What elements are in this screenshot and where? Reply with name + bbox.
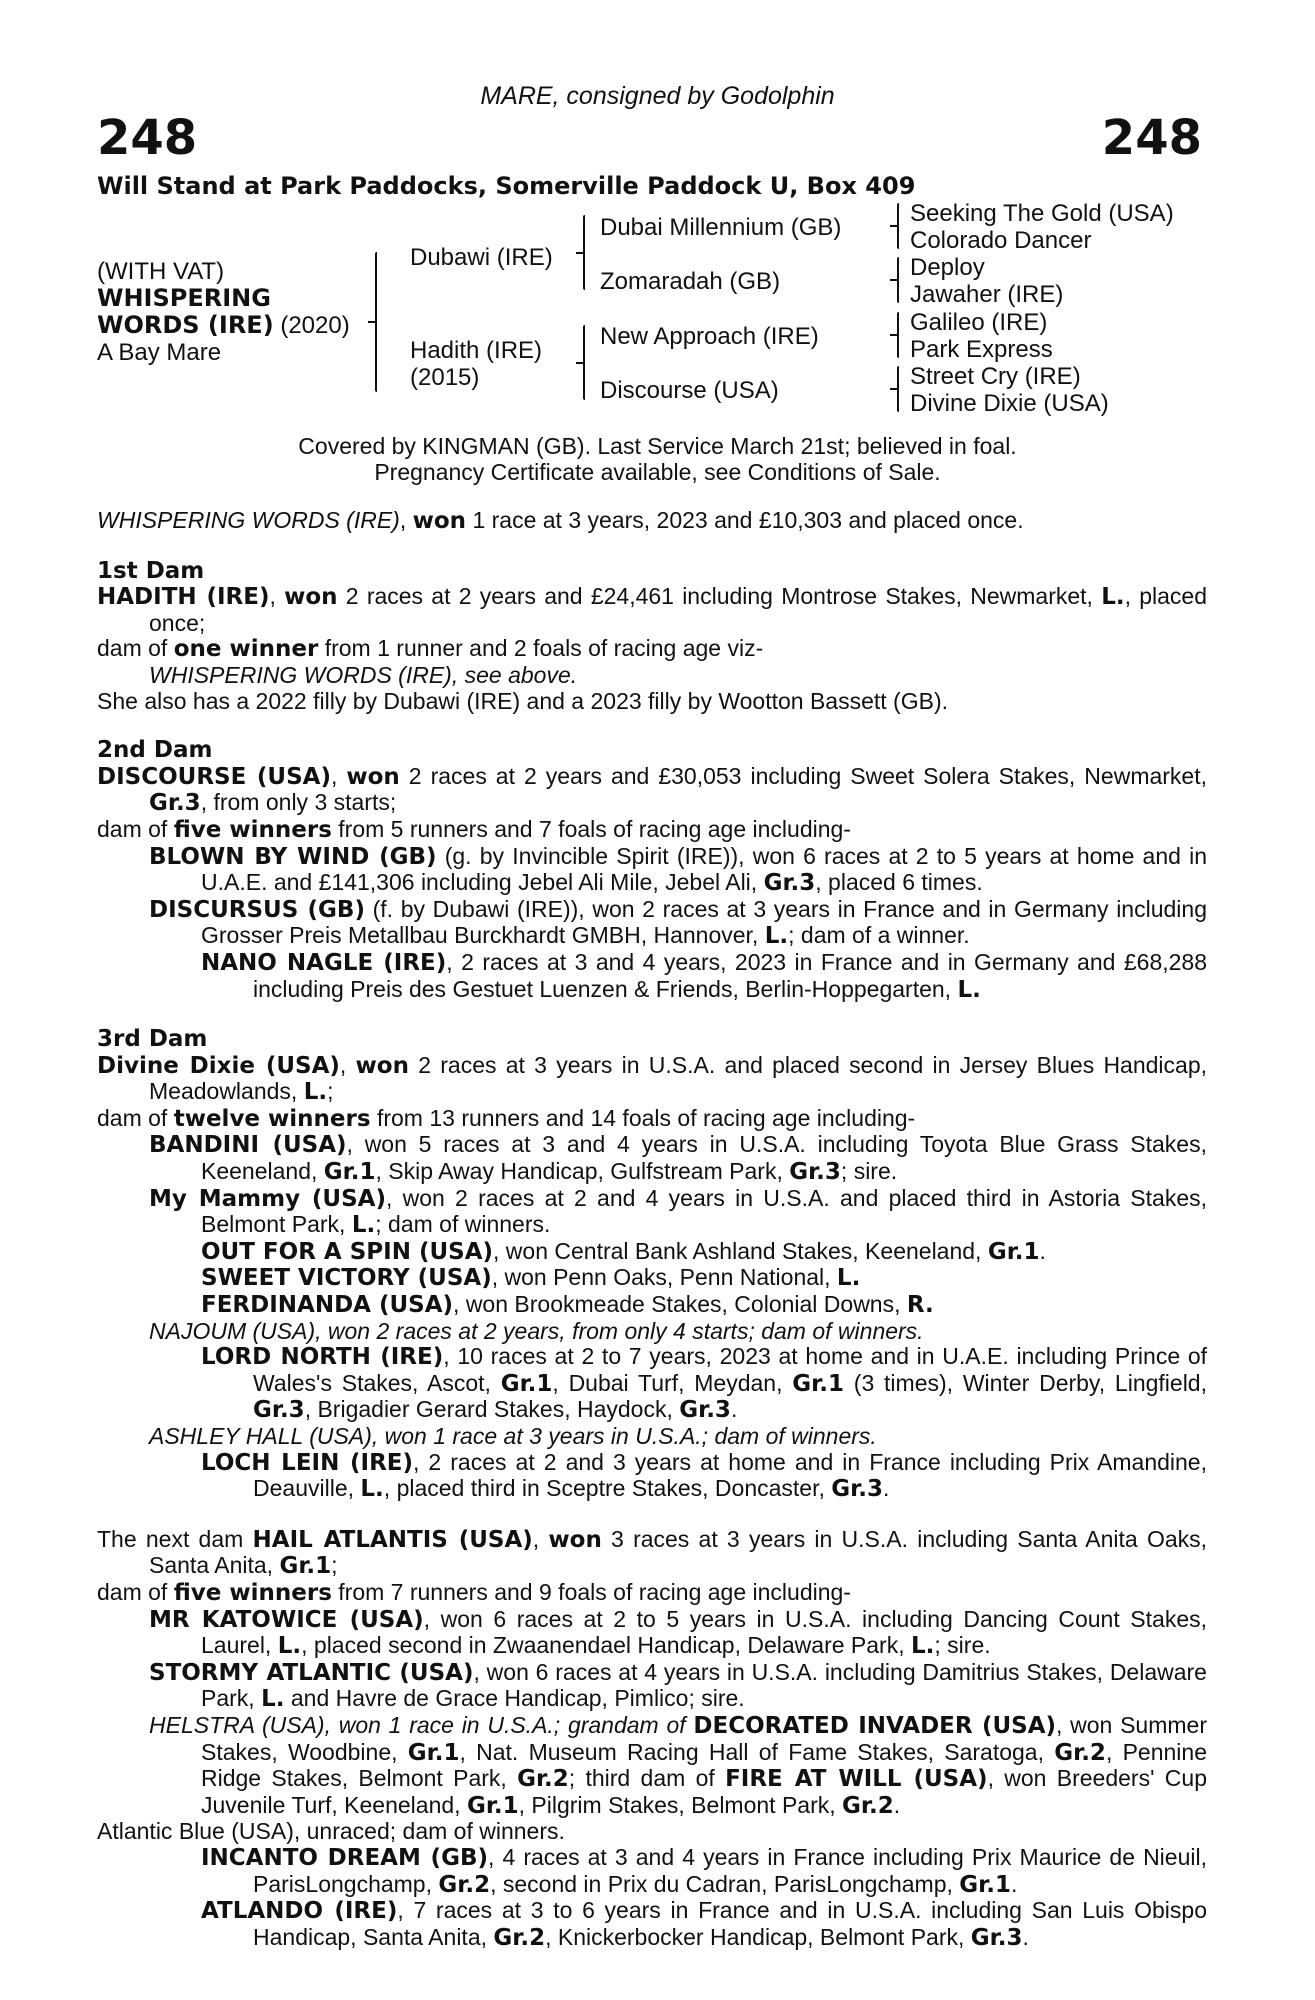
dam4-p3-name1: DECORATED INVADER (USA) <box>693 1712 1057 1739</box>
summary-name: WHISPERING WORDS (IRE) <box>97 507 400 533</box>
dam1-damof-bold: one winner <box>173 636 319 663</box>
dam4-won: won <box>548 1526 602 1553</box>
pedigree-brace-ds <box>897 312 899 358</box>
pedigree-dam-dam: Discourse (USA) <box>600 377 779 404</box>
dam3-p2c2-a: , won Penn Oaks, Penn National, <box>491 1264 837 1291</box>
dam3-p2-name: My Mammy (USA) <box>149 1185 386 1212</box>
dam1-text1: 2 races at 2 years and £24,461 including Montrose Stakes, Newmarket, <box>337 583 1102 610</box>
dam3-name: Divine Dixie (USA) <box>97 1052 340 1079</box>
dam4-record <box>97 1527 1207 1580</box>
dam3-p2c1-a: , won Central Bank Ashland Stakes, Keeneland, <box>493 1237 988 1264</box>
dam4-name: HAIL ATLANTIS (USA) <box>252 1526 533 1553</box>
dam4-p1-grade1: L. <box>277 1633 302 1660</box>
dam3-progeny-1 <box>149 1132 1207 1185</box>
dam1-record: HADITH (IRE), won 2 races at 2 years and £24,461 including Montrose Stakes, Newmarket, L., placed once; <box>97 583 1207 636</box>
dam2-damof-post: from 5 runners and 7 foals of racing age including- <box>331 815 851 842</box>
dam1-text2: , placed once; <box>149 583 1207 636</box>
dam3-p1-c: ; sire. <box>840 1158 898 1185</box>
dam4-p4c2-b: , Knickerbocker Handicap, Belmont Park, <box>545 1923 971 1950</box>
pedigree-dam-sire: New Approach (IRE) <box>600 323 819 350</box>
dam2-damof-pre: dam of <box>97 815 174 842</box>
dam4-p4c1-name: INCANTO DREAM (GB) <box>201 1844 488 1871</box>
dam1-name: HADITH (IRE) <box>97 584 270 611</box>
dam4-progeny-4-child-2 <box>201 1898 1207 1951</box>
dam4-p1-a: , won 6 races at 2 to 5 years in U.S.A. including Dancing Count Stakes, Laurel, <box>201 1605 1207 1659</box>
pedigree-ssd: Colorado Dancer <box>910 227 1092 254</box>
dam3-progeny-3: NAJOUM (USA), won 2 races at 2 years, from only 4 starts; dam of winners. <box>149 1317 924 1344</box>
dam2-p1-b: , placed 6 times. <box>815 869 983 896</box>
dam3-p3c1-grade3: Gr.3 <box>253 1397 305 1424</box>
dam4-p4c2-grade2: Gr.3 <box>970 1924 1023 1951</box>
dam4-p3-grade4: Gr.1 <box>466 1792 519 1819</box>
dam4-p1-name: MR KATOWICE (USA) <box>149 1606 424 1633</box>
dam4-p2-b: and Havre de Grace Handicap, Pimlico; sire. <box>284 1685 745 1712</box>
dam4-p3-f: , won Breeders' Cup Juvenile Turf, Keeneland, <box>201 1765 1207 1818</box>
dam2-won: won <box>346 763 400 790</box>
dam4-p2-grade: L. <box>261 1686 285 1713</box>
dam4-damof-post: from 7 runners and 9 foals of racing age including- <box>331 1578 851 1605</box>
dam2-text2: , from only 3 starts; <box>200 789 397 816</box>
pedigree-sss: Seeking The Gold (USA) <box>910 200 1174 227</box>
catalogue-body <box>97 508 1207 1951</box>
summary-text: 1 race at 3 years, 2023 and £10,303 and placed once. <box>466 507 1024 533</box>
covered-line1: Covered by KINGMAN (GB). Last Service March 21st; believed in foal. <box>298 433 1017 459</box>
pedigree-dds: Street Cry (IRE) <box>910 363 1081 390</box>
dam2-p1-grade: Gr.3 <box>763 870 816 897</box>
dam1-progeny-text: , see above. <box>451 661 578 688</box>
dam3-p3c1-c: (3 times), Winter Derby, Lingfield, <box>843 1369 1207 1396</box>
dam3-damof-post: from 13 runners and 14 foals of racing age including- <box>370 1104 916 1131</box>
dam1-also: She also has a 2022 filly by Dubawi (IRE) and a 2023 filly by Wootton Bassett (GB). <box>97 687 948 714</box>
dam3-p3c1-e: . <box>730 1396 738 1423</box>
dam3-damof-bold: twelve winners <box>173 1105 371 1132</box>
summary-won: won <box>412 508 467 534</box>
dam3-p1-a: , won 5 races at 3 and 4 years in U.S.A. including Toyota Blue Grass Stakes, Keeneland, <box>201 1131 1207 1185</box>
dam4-p1-c: ; sire. <box>934 1632 991 1659</box>
dam4-p3-i: . <box>893 1791 901 1818</box>
dam3-p3c1-a: , 10 races at 2 to 7 years, 2023 at home and in U.A.E. including Prince of Wales's Stakes, Ascot, <box>253 1343 1207 1396</box>
vat-note: (WITH VAT) <box>97 258 225 285</box>
subject-name-line2 <box>97 312 350 339</box>
pedigree-dss: Galileo (IRE) <box>910 309 1048 336</box>
dam2-p2-a: (f. by Dubawi (IRE)), won 2 races at 3 years in France and in Germany including Grosser Preis Metallbau Burckhardt GMBH, Hannover, <box>201 895 1207 949</box>
dam3-p2-grade: L. <box>351 1212 376 1239</box>
dam3-p3c1-b: , Dubai Turf, Meydan, <box>552 1369 793 1396</box>
dam2-progeny-1 <box>149 844 1207 897</box>
dam4-damof-bold: five winners <box>173 1579 332 1606</box>
subject-name-part2: WORDS (IRE) <box>97 311 274 339</box>
dam3-p2c3-name: FERDINANDA (USA) <box>201 1292 454 1319</box>
dam3-p3c1-d: , Brigadier Gerard Stakes, Haydock, <box>304 1396 680 1423</box>
dam4-p4c1-c: . <box>1010 1870 1018 1897</box>
dam2-p2-grade: L. <box>764 923 789 950</box>
pedigree-sdd: Jawaher (IRE) <box>910 281 1064 308</box>
dam2-p3-name: NANO NAGLE (IRE) <box>201 949 447 976</box>
dam3-p3c1-name: LORD NORTH (IRE) <box>201 1344 444 1371</box>
pedigree-sire: Dubawi (IRE) <box>410 244 553 271</box>
pedigree-dsd: Park Express <box>910 336 1053 363</box>
dam3-p2c1-grade: Gr.1 <box>987 1238 1040 1265</box>
dam4-p4c1-b: , second in Prix du Cadran, ParisLongchamp, <box>490 1870 960 1897</box>
dam4-intro: The next dam <box>97 1525 253 1552</box>
pedigree-brace-dam <box>583 325 585 400</box>
dam3-progeny-2 <box>149 1186 1207 1239</box>
dam3-p3c1-grade1: Gr.1 <box>500 1370 553 1397</box>
dam2-dam-of <box>97 817 1207 844</box>
dam2-p3-a: , 2 races at 3 and 4 years, 2023 in France and in Germany and £68,288 including Preis des Gestuet Luenzen & Friends, Berlin-Hoppegarten, <box>253 948 1207 1002</box>
dam2-progeny-3 <box>201 950 1207 1003</box>
dam2-p1-a: (g. by Invincible Spirit (IRE)), won 6 races at 2 to 5 years at home and in U.A.E. and £141,306 including Jebel Ali Mile, Jebel Ali, <box>201 842 1207 896</box>
dam2-grade: Gr.3 <box>149 790 201 817</box>
dam3-progeny-2-child-2 <box>201 1265 1207 1292</box>
dam4-p1-grade2: L. <box>910 1633 935 1660</box>
dam3-won: won <box>355 1052 409 1079</box>
pedigree-dam-year: (2015) <box>410 364 480 391</box>
dam3-p2c1-name: OUT FOR A SPIN (USA) <box>201 1238 494 1265</box>
dam4-p3-h: , Pilgrim Stakes, Belmont Park, <box>518 1791 843 1818</box>
subject-description: A Bay Mare <box>97 339 222 366</box>
summary-sep: , <box>399 507 413 533</box>
dam2-name: DISCOURSE (USA) <box>97 763 331 790</box>
dam4-p4c1-grade2: Gr.1 <box>959 1871 1011 1898</box>
dam3-damof-pre: dam of <box>97 1104 174 1131</box>
dam3-p4c1-grade1: L. <box>360 1476 384 1503</box>
dam4-p3-grade1: Gr.1 <box>407 1739 460 1766</box>
dam2-p2-name: DISCURSUS (GB) <box>149 896 365 923</box>
dam1-damof-pre: dam of <box>97 635 174 662</box>
dam3-record: Divine Dixie (USA), won 2 races at 3 years in U.S.A. and placed second in Jersey Blues Handicap, Meadowlands, L.; <box>97 1051 1208 1106</box>
dam4-dam-of <box>97 1580 1207 1607</box>
stand-location: Will Stand at Park Paddocks, Somerville Paddock U, Box 409 <box>97 172 916 200</box>
dam1-won: won <box>284 584 338 611</box>
dam4-p4c2-a: , 7 races at 3 to 6 years in France and in U.S.A. including San Luis Obispo Handicap, Santa Anita, <box>253 1897 1207 1950</box>
dam3-p2c2-name: SWEET VICTORY (USA) <box>201 1265 492 1292</box>
pedigree-dam: Hadith (IRE) <box>410 337 543 364</box>
dam2-text1: 2 races at 2 years and £30,053 including Sweet Solera Stakes, Newmarket, <box>399 762 1208 789</box>
dam2-progeny-2 <box>149 897 1207 950</box>
dam4-progeny-3 <box>149 1713 1207 1819</box>
covered-line2: Pregnancy Certificate available, see Conditions of Sale. <box>374 459 941 485</box>
dam4-p3-grade2: Gr.2 <box>1054 1739 1106 1766</box>
dam4-p2-a: , won 6 races at 4 years in U.S.A. including Damitrius Stakes, Delaware Park, <box>201 1658 1207 1712</box>
pedigree-sds: Deploy <box>910 254 985 281</box>
dam4-progeny-4: Atlantic Blue (USA), unraced; dam of winners. <box>97 1818 565 1845</box>
dam1-progeny-name: WHISPERING WORDS (IRE) <box>149 661 452 688</box>
dam4-p4c1-grade1: Gr.2 <box>438 1871 491 1898</box>
dam4-p3-d: , Pennine Ridge Stakes, Belmont Park, <box>201 1738 1207 1792</box>
pedigree-brace-dd <box>897 366 899 412</box>
dam1-heading: 1st Dam <box>97 557 205 584</box>
dam3-p3c1-grade4: Gr.3 <box>679 1397 731 1424</box>
dam4-progeny-4-child-1 <box>201 1845 1207 1898</box>
dam3-p4c1-name: LOCH LEIN (IRE) <box>201 1449 413 1476</box>
subject-year: (2020) <box>280 312 350 339</box>
consignor-line: MARE, consigned by Godolphin <box>480 82 835 110</box>
dam1-damof-post: from 1 runner and 2 foals of racing age viz- <box>318 635 764 662</box>
dam1-progeny <box>149 663 1207 689</box>
pedigree-brace-sire <box>583 215 585 290</box>
dam4-p3-c: , Nat. Museum Racing Hall of Fame Stakes, Saratoga, <box>459 1738 1055 1765</box>
lot-number-left: 248 <box>97 110 198 166</box>
dam3-progeny-3-child-1 <box>201 1344 1207 1424</box>
dam4-progeny-1 <box>149 1607 1207 1660</box>
pedigree-brace-sd <box>897 257 899 303</box>
dam4-p3-b: , won Summer Stakes, Woodbine, <box>201 1711 1207 1765</box>
dam3-p2c3-grade: R. <box>906 1292 934 1319</box>
dam3-heading: 3rd Dam <box>97 1026 208 1053</box>
dam4-p3-name2: FIRE AT WILL (USA) <box>725 1766 988 1793</box>
dam2-damof-bold: five winners <box>173 816 332 843</box>
dam3-grade: L. <box>303 1079 328 1106</box>
dam3-progeny-4: ASHLEY HALL (USA), won 1 race at 3 years in U.S.A.; dam of winners. <box>149 1423 877 1449</box>
dam4-p1-b: , placed second in Zwaanendael Handicap, Delaware Park, <box>301 1632 911 1659</box>
dam4-p4c2-c: . <box>1022 1923 1029 1950</box>
dam3-p2-a: , won 2 races at 2 and 4 years in U.S.A. and placed third in Astoria Stakes, Belmont Park, <box>201 1184 1207 1238</box>
dam4-sep: , <box>532 1525 549 1552</box>
dam3-p2c3-a: , won Brookmeade Stakes, Colonial Downs, <box>453 1291 907 1318</box>
dam3-p4c1-grade2: Gr.3 <box>831 1476 883 1503</box>
dam3-progeny-4-child-1 <box>201 1450 1207 1503</box>
summary-line <box>97 508 1207 535</box>
dam4-p3-a: HELSTRA (USA), won 1 race in U.S.A.; grandam of <box>149 1711 694 1738</box>
dam1-dam-of <box>97 636 1207 663</box>
dam4-p4c2-grade1: Gr.2 <box>493 1924 546 1951</box>
dam3-p4c1-a: , 2 races at 2 and 3 years at home and in France including Prix Amandine, Deauville, <box>253 1448 1207 1502</box>
dam4-p3-grade3: Gr.2 <box>517 1766 569 1793</box>
pedigree-brace-ss <box>897 203 899 249</box>
dam4-progeny-2 <box>149 1660 1207 1713</box>
dam4-p4c1-a: , 4 races at 3 and 4 years in France including Prix Maurice de Nieuil, ParisLongchamp, <box>253 1843 1207 1897</box>
dam3-p4c1-c: . <box>882 1475 890 1502</box>
dam3-p2-b: ; dam of winners. <box>375 1211 551 1238</box>
dam4-text1: 3 races at 3 years in U.S.A. including Santa Anita Oaks, Santa Anita, <box>149 1525 1208 1579</box>
dam4-grade: Gr.1 <box>279 1553 332 1580</box>
dam4-text2: ; <box>331 1552 338 1579</box>
subject-name-line1: WHISPERING <box>97 284 271 312</box>
dam3-p2c2-grade: L. <box>836 1265 861 1292</box>
dam4-damof-pre: dam of <box>97 1578 174 1605</box>
dam4-p4c2-name: ATLANDO (IRE) <box>201 1898 398 1925</box>
dam3-p1-grade2: Gr.3 <box>789 1159 841 1186</box>
dam2-heading: 2nd Dam <box>97 737 213 764</box>
dam3-progeny-2-child-1 <box>201 1239 1207 1266</box>
dam4-p3-grade5: Gr.2 <box>842 1792 894 1819</box>
pedigree-brace-main <box>375 252 377 392</box>
dam4-p2-name: STORMY ATLANTIC (USA) <box>149 1659 474 1686</box>
dam2-p1-name: BLOWN BY WIND (GB) <box>149 843 437 870</box>
dam3-text2: ; <box>327 1078 334 1105</box>
pedigree-sire-sire: Dubai Millennium (GB) <box>600 214 842 241</box>
dam3-p4c1-b: , placed third in Sceptre Stakes, Doncaster, <box>383 1475 832 1502</box>
dam3-p2c1-b: . <box>1039 1237 1046 1264</box>
dam3-p1-name: BANDINI (USA) <box>149 1132 347 1159</box>
dam3-p1-grade1: Gr.1 <box>323 1159 376 1186</box>
pedigree-sire-dam: Zomaradah (GB) <box>600 268 781 295</box>
dam3-dam-of <box>97 1106 1207 1133</box>
dam3-progeny-2-child-3 <box>201 1292 1207 1319</box>
dam3-text1: 2 races at 3 years in U.S.A. and placed second in Jersey Blues Handicap, Meadowlands, <box>149 1051 1208 1105</box>
dam3-p3c1-grade2: Gr.1 <box>792 1370 844 1397</box>
dam2-record: DISCOURSE (USA), won 2 races at 2 years and £30,053 including Sweet Solera Stakes, Newmarket, Gr.3, from only 3 starts; <box>97 762 1208 817</box>
dam1-grade: L. <box>1101 584 1125 611</box>
dam2-p3-grade: L. <box>957 976 981 1003</box>
dam3-p1-b: , Skip Away Handicap, Gulfstream Park, <box>375 1158 790 1185</box>
dam2-p2-b: ; dam of a winner. <box>788 922 970 949</box>
pedigree-ddd: Divine Dixie (USA) <box>910 390 1109 417</box>
dam4-p3-e: ; third dam of <box>568 1765 726 1792</box>
lot-number-right: 248 <box>1101 110 1202 166</box>
